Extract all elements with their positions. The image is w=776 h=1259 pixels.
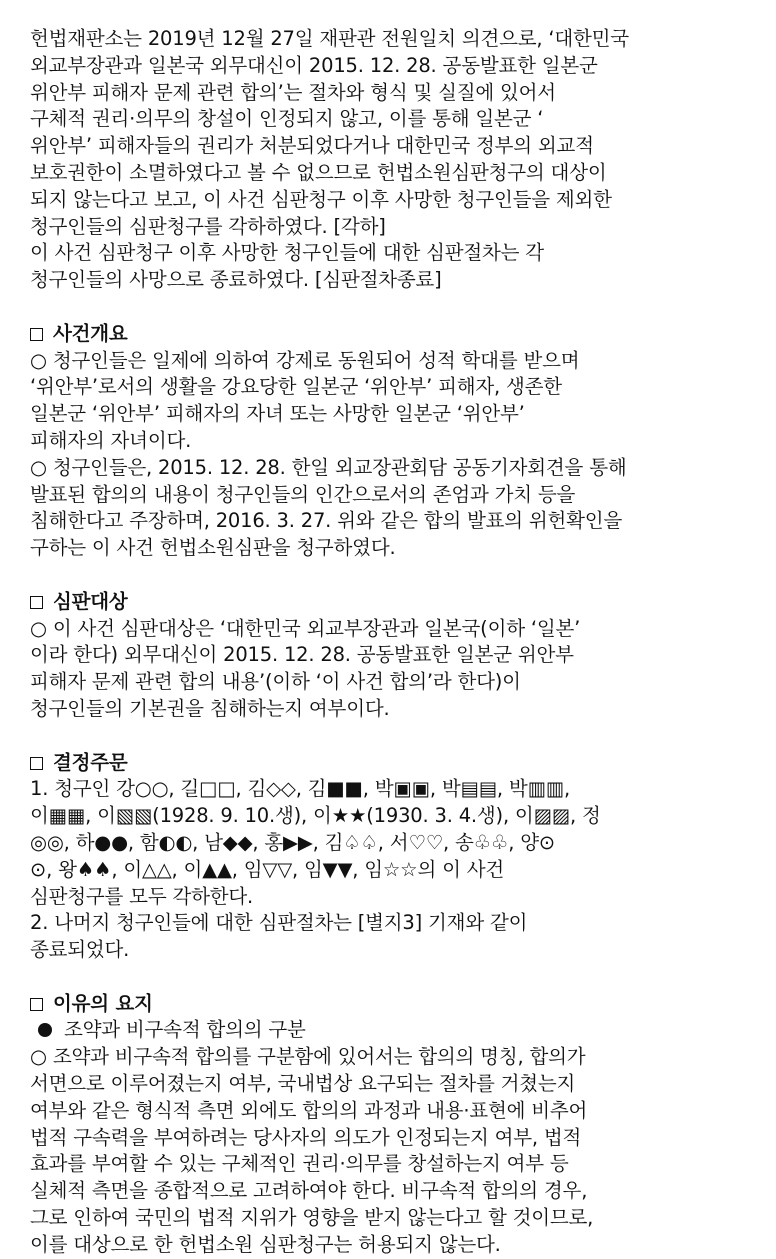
section-line: ◎◎, 하●●, 함◐◐, 남◆◆, 홍▶▶, 김♤♤, 서♡♡, 송♧♧, 양⊙ xyxy=(30,830,555,854)
section-line: 발표된 합의의 내용이 청구인들의 인간으로서의 존엄과 가치 등을 xyxy=(30,482,576,506)
section-line: ○ 청구인들은 일제에 의하여 강제로 동원되어 성적 학대를 받으며 xyxy=(30,348,580,372)
section-line: ‘위안부’로서의 생활을 강요당한 일본군 ‘위안부’ 피해자, 생존한 xyxy=(30,375,562,399)
section-line: 구하는 이 사건 헌법소원심판을 청구하였다. xyxy=(30,536,396,560)
bullet-text: 조약과 비구속적 합의의 구분 xyxy=(64,1018,306,1042)
section-line: 심판청구를 모두 각하한다. xyxy=(30,884,254,908)
section-line: 청구인들의 기본권을 침해하는지 여부이다. xyxy=(30,696,390,720)
section-line: 실체적 측면을 종합적으로 고려하여야 한다. 비구속적 합의의 경우, xyxy=(30,1179,588,1203)
section-line: ○ 청구인들은, 2015. 12. 28. 한일 외교장관회담 공동기자회견을 통해 xyxy=(30,455,627,479)
section-line: 피해자 문제 관련 합의 내용’(이하 ‘이 사건 합의’라 한다)이 xyxy=(30,670,521,694)
checkbox-square-icon xyxy=(30,757,43,770)
section-heading xyxy=(30,991,750,1018)
section-line: 그로 인하여 국민의 법적 지위가 영향을 받지 않는다고 할 것이므로, xyxy=(30,1206,594,1230)
spacer xyxy=(30,294,750,321)
document-page xyxy=(30,26,750,1259)
filled-circle-bullet-icon xyxy=(38,1023,52,1037)
intro-paragraph xyxy=(30,26,750,294)
section-reasoning-summary xyxy=(30,991,750,1259)
section-review-subject xyxy=(30,589,750,723)
section-line: 일본군 ‘위안부’ 피해자의 자녀 또는 사망한 일본군 ‘위안부’ xyxy=(30,402,525,426)
intro-line: 청구인들의 심판청구를 각하하였다. [각하] xyxy=(30,214,386,238)
intro-line: 외교부장관과 일본국 외무대신이 2015. 12. 28. 공동발표한 일본군 xyxy=(30,53,598,77)
section-heading xyxy=(30,321,750,348)
section-line: 종료되었다. xyxy=(30,938,130,962)
intro-line: 되지 않는다고 보고, 이 사건 심판청구 이후 사망한 청구인들을 제외한 xyxy=(30,187,612,211)
section-line: 이를 대상으로 한 헌법소원 심판청구는 허용되지 않는다. xyxy=(30,1232,501,1256)
section-line: 효과를 부여할 수 있는 구체적인 권리·의무를 창설하는지 여부 등 xyxy=(30,1152,569,1176)
section-line: 피해자의 자녀이다. xyxy=(30,428,192,452)
checkbox-square-icon xyxy=(30,998,43,1011)
section-line: ○ 이 사건 심판대상은 ‘대한민국 외교부장관과 일본국(이하 ‘일본’ xyxy=(30,616,581,640)
section-line: 여부와 같은 형식적 측면 외에도 합의의 과정과 내용·표현에 비추어 xyxy=(30,1098,588,1122)
intro-line: 보호권한이 소멸하였다고 볼 수 없으므로 헌법소원심판청구의 대상이 xyxy=(30,160,607,184)
section-holding xyxy=(30,750,750,964)
intro-line: 위안부’ 피해자들의 권리가 처분되었다거나 대한민국 정부의 외교적 xyxy=(30,134,594,158)
intro-line: 이 사건 심판청구 이후 사망한 청구인들에 대한 심판절차는 각 xyxy=(30,241,544,265)
checkbox-square-icon xyxy=(30,328,43,341)
checkbox-square-icon xyxy=(30,596,43,609)
section-line: 서면으로 이루어졌는지 여부, 국내법상 요구되는 절차를 거쳤는지 xyxy=(30,1072,576,1096)
intro-line: 위안부 피해자 문제 관련 합의’는 절차와 형식 및 실질에 있어서 xyxy=(30,80,556,104)
section-line: ⊙, 왕♠♠, 이△△, 이▲▲, 임▽▽, 임▼▼, 임☆☆의 이 사건 xyxy=(30,857,504,881)
spacer xyxy=(30,964,750,991)
section-heading-label: 이유의 요지 xyxy=(53,991,153,1015)
intro-line: 구체적 권리·의무의 창설이 인정되지 않고, 이를 통해 일본군 ‘ xyxy=(30,107,544,131)
section-line: 침해한다고 주장하며, 2016. 3. 27. 위와 같은 합의 발표의 위헌확인을 xyxy=(30,509,623,533)
intro-line: 청구인들의 사망으로 종료하였다. [심판절차종료] xyxy=(30,268,442,292)
section-heading-label: 심판대상 xyxy=(53,589,128,613)
section-line: 1. 청구인 강○○, 길□□, 김◇◇, 김■■, 박▣▣, 박▤▤, 박▥▥, xyxy=(30,777,571,801)
section-line: 이▦▦, 이▧▧(1928. 9. 10.생), 이★★(1930. 3. 4.생), 이▨▨, 정 xyxy=(30,804,601,828)
section-heading xyxy=(30,589,750,616)
section-line: ○ 조약과 비구속적 합의를 구분함에 있어서는 합의의 명칭, 합의가 xyxy=(30,1045,586,1069)
section-line: 이라 한다) 외무대신이 2015. 12. 28. 공동발표한 일본군 위안부 xyxy=(30,643,574,667)
spacer xyxy=(30,562,750,589)
bullet-line xyxy=(30,1017,750,1044)
section-heading-label: 사건개요 xyxy=(53,321,128,345)
section-line: 2. 나머지 청구인들에 대한 심판절차는 [별지3] 기재와 같이 xyxy=(30,911,528,935)
section-line: 법적 구속력을 부여하려는 당사자의 의도가 인정되는지 여부, 법적 xyxy=(30,1125,582,1149)
section-heading-label: 결정주문 xyxy=(53,750,128,774)
section-heading xyxy=(30,750,750,777)
section-case-summary xyxy=(30,321,750,562)
intro-line: 헌법재판소는 2019년 12월 27일 재판관 전원일치 의견으로, ‘대한민국 xyxy=(30,27,629,50)
spacer xyxy=(30,723,750,750)
